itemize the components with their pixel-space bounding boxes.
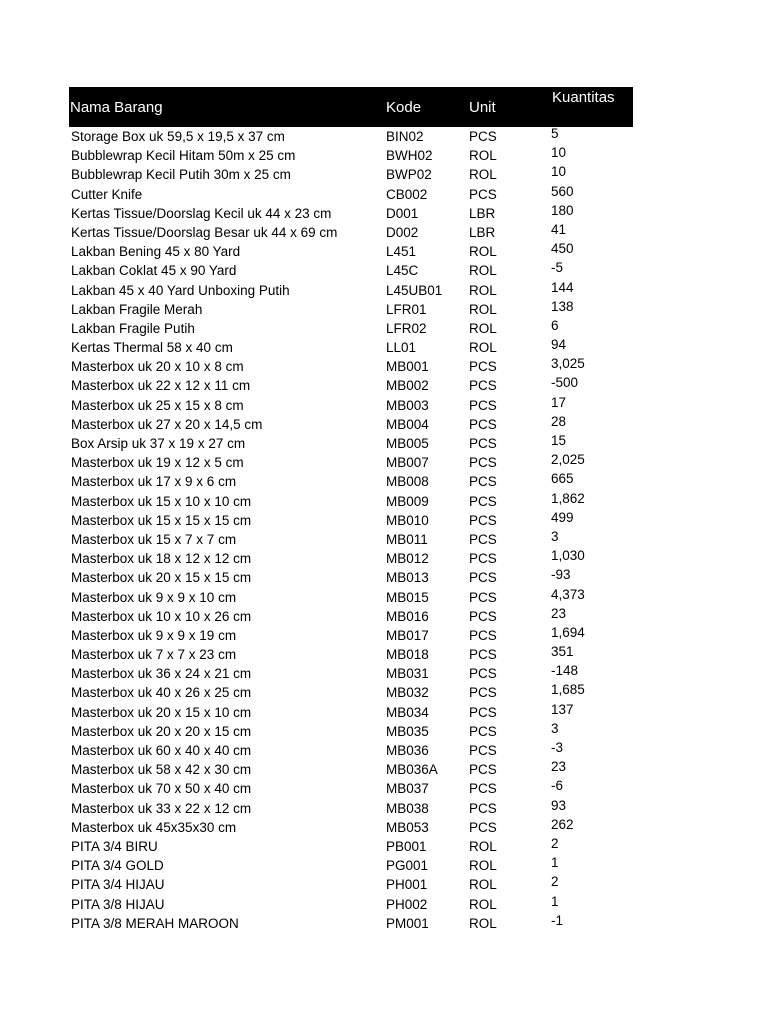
item-quantity-cell: 262 xyxy=(551,816,574,832)
item-quantity-cell: 180 xyxy=(551,202,574,218)
item-quantity-cell: -500 xyxy=(551,375,579,391)
item-quantity-cell: 2 xyxy=(551,835,559,851)
item-unit-cell: PCS xyxy=(469,416,497,432)
item-unit-cell: PCS xyxy=(469,762,497,778)
item-quantity-cell: 137 xyxy=(551,701,574,717)
item-quantity-cell: -6 xyxy=(551,778,564,794)
item-name-cell: Masterbox uk 33 x 22 x 12 cm xyxy=(71,800,252,816)
item-code-cell: D002 xyxy=(386,224,419,240)
item-code-cell: PM001 xyxy=(386,915,429,931)
item-unit-cell: ROL xyxy=(469,263,497,279)
item-unit-cell: ROL xyxy=(469,896,497,912)
table-row xyxy=(69,818,633,837)
item-unit-cell: PCS xyxy=(469,551,497,567)
table-row xyxy=(69,127,633,146)
item-unit-cell: ROL xyxy=(469,167,497,183)
item-unit-cell: ROL xyxy=(469,877,497,893)
item-unit-cell: PCS xyxy=(469,512,497,528)
item-name-cell: PITA 3/8 MERAH MAROON xyxy=(71,915,239,931)
item-code-cell: MB011 xyxy=(386,531,428,547)
item-code-cell: MB004 xyxy=(386,416,429,432)
item-name-cell: Lakban Bening 45 x 80 Yard xyxy=(71,244,241,260)
table-row xyxy=(69,281,633,300)
item-code-cell: MB037 xyxy=(386,781,429,797)
item-code-cell: BWH02 xyxy=(386,148,433,164)
item-name-cell: Masterbox uk 70 x 50 x 40 cm xyxy=(71,781,252,797)
item-name-cell: Masterbox uk 15 x 7 x 7 cm xyxy=(71,531,237,547)
table-row xyxy=(69,683,633,702)
table-row xyxy=(69,703,633,722)
table-row xyxy=(69,799,633,818)
table-row xyxy=(69,837,633,856)
item-name-cell: Lakban 45 x 40 Yard Unboxing Putih xyxy=(71,282,290,298)
item-unit-cell: ROL xyxy=(469,915,497,931)
item-unit-cell: PCS xyxy=(469,647,497,663)
table-row xyxy=(69,165,633,184)
item-quantity-cell: 144 xyxy=(551,279,574,295)
item-unit-cell: PCS xyxy=(469,378,497,394)
item-quantity-cell: 3,025 xyxy=(551,356,585,372)
table-row xyxy=(69,453,633,472)
item-quantity-cell: 2 xyxy=(551,874,559,890)
table-row xyxy=(69,645,633,664)
item-quantity-cell: -1 xyxy=(551,912,564,928)
column-header-name: Nama Barang xyxy=(70,99,163,116)
table-row xyxy=(69,588,633,607)
item-name-cell: Masterbox uk 20 x 15 x 15 cm xyxy=(71,570,252,586)
item-name-cell: Kertas Tissue/Doorslag Besar uk 44 x 69 cm xyxy=(71,224,338,240)
table-row xyxy=(69,261,633,280)
item-quantity-cell: 560 xyxy=(551,183,574,199)
item-unit-cell: PCS xyxy=(469,608,497,624)
item-code-cell: MB035 xyxy=(386,723,429,739)
table-row xyxy=(69,396,633,415)
item-quantity-cell: -3 xyxy=(551,740,564,755)
item-unit-cell: ROL xyxy=(469,301,497,317)
item-name-cell: Masterbox uk 27 x 20 x 14,5 cm xyxy=(71,416,263,432)
item-unit-cell: ROL xyxy=(469,282,497,298)
item-name-cell: Masterbox uk 15 x 15 x 15 cm xyxy=(71,512,252,528)
item-unit-cell: ROL xyxy=(469,148,497,164)
item-code-cell: MB031 xyxy=(386,666,429,682)
item-name-cell: Masterbox uk 17 x 9 x 6 cm xyxy=(71,474,237,490)
item-quantity-cell: 5 xyxy=(551,126,559,141)
table-row xyxy=(69,760,633,779)
item-code-cell: MB015 xyxy=(386,589,429,605)
item-unit-cell: PCS xyxy=(469,666,497,682)
item-unit-cell: PCS xyxy=(469,493,497,509)
table-row xyxy=(69,779,633,798)
item-quantity-cell: 138 xyxy=(551,298,574,314)
item-quantity-cell: 10 xyxy=(551,164,567,180)
table-row xyxy=(69,492,633,511)
item-name-cell: Masterbox uk 10 x 10 x 26 cm xyxy=(71,608,252,624)
item-name-cell: Masterbox uk 22 x 12 x 11 cm xyxy=(71,378,251,394)
item-quantity-cell: 1,030 xyxy=(551,548,585,564)
item-code-cell: MB016 xyxy=(386,608,429,624)
table-row xyxy=(69,607,633,626)
table-row xyxy=(69,146,633,165)
item-quantity-cell: 3 xyxy=(551,528,559,544)
item-unit-cell: PCS xyxy=(469,781,497,797)
table-row xyxy=(69,875,633,894)
item-quantity-cell: 1,862 xyxy=(551,490,585,506)
item-name-cell: PITA 3/4 HIJAU xyxy=(71,877,165,893)
table-row xyxy=(69,223,633,242)
item-unit-cell: LBR xyxy=(469,224,496,240)
item-code-cell: MB034 xyxy=(386,704,429,720)
item-quantity-cell: 2,025 xyxy=(551,452,585,468)
table-row xyxy=(69,530,633,549)
table-header xyxy=(69,87,633,127)
table-row xyxy=(69,568,633,587)
item-code-cell: PG001 xyxy=(386,858,429,874)
item-name-cell: Masterbox uk 9 x 9 x 10 cm xyxy=(71,589,237,605)
item-code-cell: L451 xyxy=(386,244,417,260)
inventory-table xyxy=(69,87,633,933)
item-name-cell: Lakban Coklat 45 x 90 Yard xyxy=(71,263,237,279)
item-quantity-cell: -5 xyxy=(551,260,564,276)
table-row xyxy=(69,319,633,338)
item-quantity-cell: 665 xyxy=(551,471,574,487)
item-name-cell: PITA 3/4 GOLD xyxy=(71,858,164,874)
item-name-cell: Lakban Fragile Merah xyxy=(71,301,203,317)
item-quantity-cell: 1 xyxy=(551,893,559,909)
item-code-cell: MB017 xyxy=(386,627,429,643)
table-row xyxy=(69,856,633,875)
item-name-cell: Masterbox uk 20 x 15 x 10 cm xyxy=(71,704,252,720)
item-quantity-cell: 4,373 xyxy=(551,586,585,602)
item-code-cell: MB036A xyxy=(386,762,438,778)
item-unit-cell: PCS xyxy=(469,397,497,413)
item-code-cell: MB003 xyxy=(386,397,429,413)
item-name-cell: Bubblewrap Kecil Putih 30m x 25 cm xyxy=(71,167,291,183)
item-code-cell: PB001 xyxy=(386,838,427,854)
item-unit-cell: PCS xyxy=(469,800,497,816)
item-code-cell: BWP02 xyxy=(386,167,432,183)
column-header-quantity: Kuantitas xyxy=(552,89,615,106)
item-name-cell: Kertas Thermal 58 x 40 cm xyxy=(71,340,233,356)
item-name-cell: Masterbox uk 36 x 24 x 21 cm xyxy=(71,666,252,682)
item-code-cell: LL01 xyxy=(386,340,417,356)
item-name-cell: Lakban Fragile Putih xyxy=(71,320,195,336)
item-name-cell: Masterbox uk 15 x 10 x 10 cm xyxy=(71,493,252,509)
item-name-cell: Masterbox uk 20 x 10 x 8 cm xyxy=(71,359,244,375)
item-name-cell: Bubblewrap Kecil Hitam 50m x 25 cm xyxy=(71,148,296,164)
table-row xyxy=(69,741,633,760)
item-name-cell: PITA 3/4 BIRU xyxy=(71,838,158,854)
table-row xyxy=(69,338,633,357)
item-unit-cell: ROL xyxy=(469,340,497,356)
item-code-cell: MB036 xyxy=(386,743,429,758)
item-name-cell: Kertas Tissue/Doorslag Kecil uk 44 x 23 cm xyxy=(71,205,332,221)
column-header-code: Kode xyxy=(386,99,422,116)
item-unit-cell: PCS xyxy=(469,627,497,643)
table-row xyxy=(69,914,633,933)
table-row xyxy=(69,300,633,319)
item-name-cell: Masterbox uk 25 x 15 x 8 cm xyxy=(71,397,244,413)
item-quantity-cell: 450 xyxy=(551,241,574,257)
item-code-cell: MB012 xyxy=(386,551,429,567)
item-code-cell: MB002 xyxy=(386,378,429,394)
item-name-cell: Masterbox uk 9 x 9 x 19 cm xyxy=(71,627,237,643)
item-quantity-cell: 10 xyxy=(551,145,567,161)
item-code-cell: L45C xyxy=(386,263,419,279)
item-code-cell: PH001 xyxy=(386,877,428,893)
item-name-cell: Masterbox uk 20 x 20 x 15 cm xyxy=(71,723,252,739)
item-quantity-cell: 17 xyxy=(551,394,567,410)
item-code-cell: LFR01 xyxy=(386,301,427,317)
table-row xyxy=(69,434,633,453)
item-unit-cell: ROL xyxy=(469,320,497,336)
item-code-cell: MB018 xyxy=(386,647,429,663)
table-row xyxy=(69,626,633,645)
item-quantity-cell: 15 xyxy=(551,433,567,448)
table-row xyxy=(69,185,633,204)
item-quantity-cell: 6 xyxy=(551,317,559,333)
item-code-cell: LFR02 xyxy=(386,320,427,336)
table-row xyxy=(69,664,633,683)
item-code-cell: MB010 xyxy=(386,512,429,528)
item-quantity-cell: 23 xyxy=(551,759,567,775)
item-unit-cell: PCS xyxy=(469,819,497,835)
item-quantity-cell: 1,685 xyxy=(551,682,585,698)
item-name-cell: Box Arsip uk 37 x 19 x 27 cm xyxy=(71,436,246,451)
item-unit-cell: PCS xyxy=(469,589,497,605)
item-code-cell: MB032 xyxy=(386,685,429,701)
item-unit-cell: PCS xyxy=(469,743,497,758)
item-code-cell: MB009 xyxy=(386,493,429,509)
item-name-cell: Masterbox uk 60 x 40 x 40 cm xyxy=(71,743,252,758)
item-unit-cell: PCS xyxy=(469,704,497,720)
item-code-cell: MB001 xyxy=(386,359,429,375)
item-unit-cell: ROL xyxy=(469,858,497,874)
item-quantity-cell: 41 xyxy=(551,221,567,237)
item-name-cell: Masterbox uk 40 x 26 x 25 cm xyxy=(71,685,252,701)
item-name-cell: Masterbox uk 58 x 42 x 30 cm xyxy=(71,762,252,778)
item-quantity-cell: -93 xyxy=(551,567,571,583)
item-code-cell: MB038 xyxy=(386,800,429,816)
item-name-cell: Masterbox uk 7 x 7 x 23 cm xyxy=(71,647,237,663)
table-row xyxy=(69,357,633,376)
item-code-cell: MB053 xyxy=(386,819,429,835)
table-row xyxy=(69,376,633,395)
item-code-cell: L45UB01 xyxy=(386,282,443,298)
item-name-cell: Cutter Knife xyxy=(71,186,143,202)
table-row xyxy=(69,722,633,741)
item-unit-cell: PCS xyxy=(469,531,497,547)
item-code-cell: CB002 xyxy=(386,186,428,202)
item-quantity-cell: 23 xyxy=(551,605,567,621)
item-quantity-cell: 1,694 xyxy=(551,624,585,640)
item-unit-cell: ROL xyxy=(469,244,497,260)
table-row xyxy=(69,549,633,568)
item-unit-cell: LBR xyxy=(469,205,496,221)
item-code-cell: MB005 xyxy=(386,436,429,451)
table-body xyxy=(69,127,633,933)
item-quantity-cell: 93 xyxy=(551,797,567,813)
table-row xyxy=(69,242,633,261)
item-code-cell: MB013 xyxy=(386,570,429,586)
item-quantity-cell: 1 xyxy=(551,855,559,871)
item-unit-cell: PCS xyxy=(469,359,497,375)
item-code-cell: D001 xyxy=(386,205,419,221)
table-row xyxy=(69,472,633,491)
item-unit-cell: PCS xyxy=(469,129,497,144)
item-unit-cell: PCS xyxy=(469,570,497,586)
item-quantity-cell: 351 xyxy=(551,644,574,660)
item-code-cell: MB008 xyxy=(386,474,429,490)
item-quantity-cell: 94 xyxy=(551,337,567,353)
item-name-cell: Masterbox uk 18 x 12 x 12 cm xyxy=(71,551,252,567)
item-name-cell: Masterbox uk 45x35x30 cm xyxy=(71,819,237,835)
item-code-cell: BIN02 xyxy=(386,129,424,144)
item-quantity-cell: 3 xyxy=(551,720,559,736)
table-row xyxy=(69,415,633,434)
item-unit-cell: ROL xyxy=(469,838,497,854)
item-unit-cell: PCS xyxy=(469,685,497,701)
item-name-cell: PITA 3/8 HIJAU xyxy=(71,896,165,912)
item-name-cell: Storage Box uk 59,5 x 19,5 x 37 cm xyxy=(71,129,285,144)
item-unit-cell: PCS xyxy=(469,455,497,471)
item-name-cell: Masterbox uk 19 x 12 x 5 cm xyxy=(71,455,244,471)
column-header-unit: Unit xyxy=(469,99,496,116)
table-row xyxy=(69,895,633,914)
item-unit-cell: PCS xyxy=(469,436,497,451)
item-unit-cell: PCS xyxy=(469,723,497,739)
item-code-cell: MB007 xyxy=(386,455,429,471)
item-quantity-cell: 28 xyxy=(551,413,567,429)
item-code-cell: PH002 xyxy=(386,896,428,912)
item-unit-cell: PCS xyxy=(469,186,497,202)
item-unit-cell: PCS xyxy=(469,474,497,490)
table-row xyxy=(69,511,633,530)
table-row xyxy=(69,204,633,223)
item-quantity-cell: -148 xyxy=(551,663,579,679)
item-quantity-cell: 499 xyxy=(551,509,574,525)
